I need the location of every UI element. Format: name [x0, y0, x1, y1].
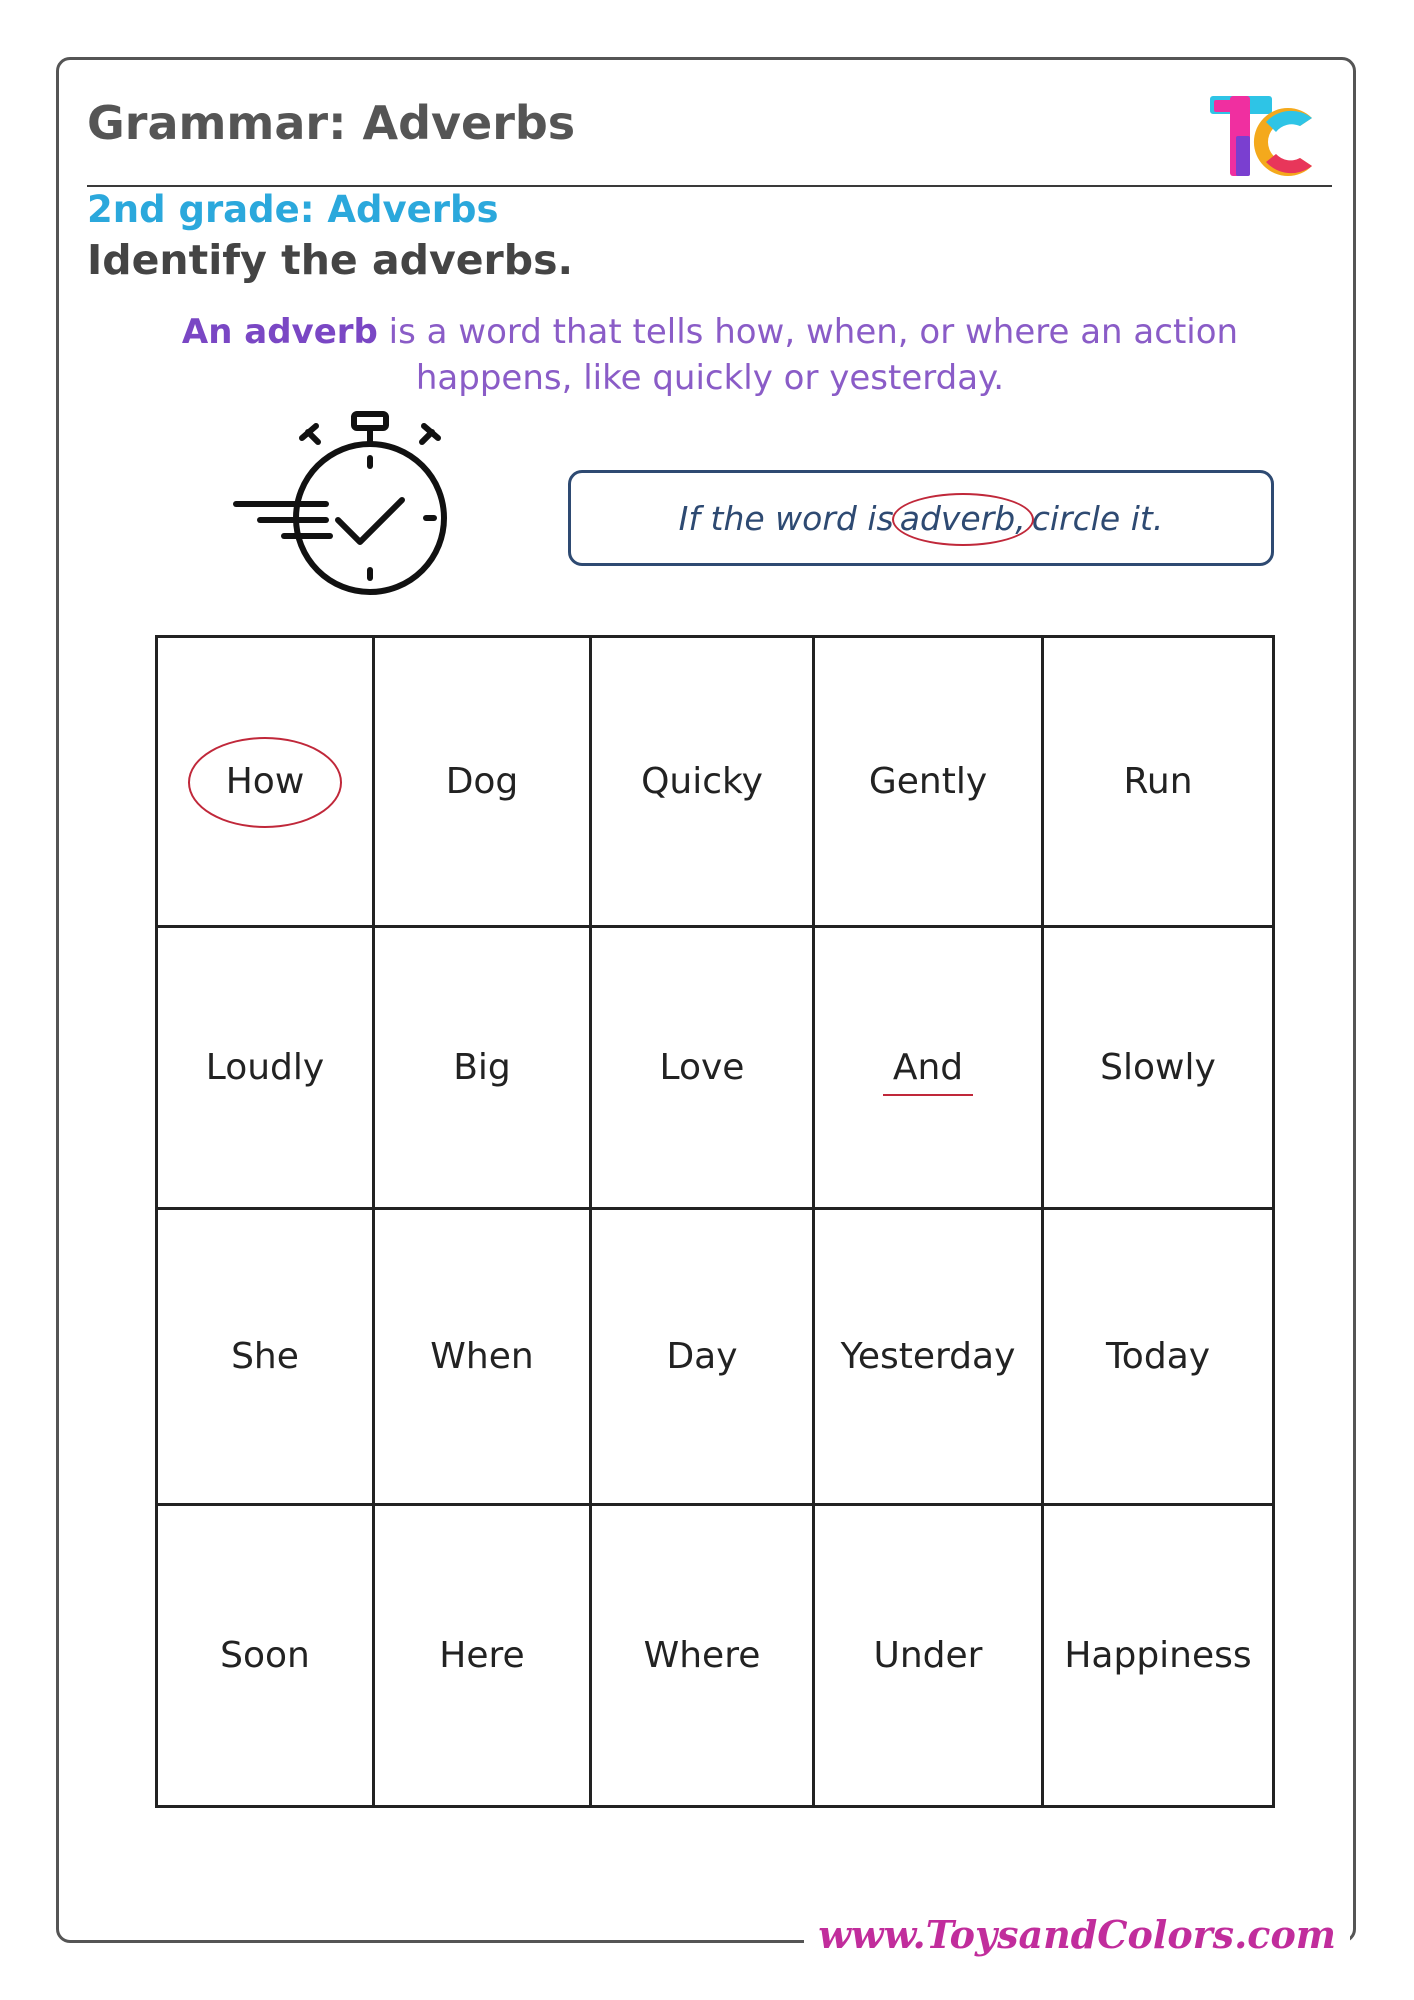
- grid-cell[interactable]: [1044, 638, 1272, 928]
- adverb-definition: [100, 310, 1320, 402]
- grid-word: She: [231, 1336, 299, 1377]
- definition-text: is a word that tells how, when, or where an action happens, like quickly or yesterday.: [377, 312, 1239, 398]
- adverb-word-grid: [155, 635, 1275, 1808]
- grid-word: Day: [666, 1336, 738, 1377]
- grid-cell[interactable]: [592, 1506, 815, 1805]
- grid-word: Today: [1105, 1336, 1211, 1377]
- grid-cell[interactable]: [1044, 1506, 1272, 1805]
- rule-text-after: circle it.: [1031, 498, 1164, 538]
- grid-cell[interactable]: [158, 928, 375, 1210]
- grid-word: Under: [873, 1635, 983, 1676]
- footer-website-link[interactable]: www.ToysandColors.com: [804, 1912, 1350, 1958]
- grid-cell[interactable]: [815, 1210, 1044, 1506]
- grid-word: Love: [659, 1047, 745, 1088]
- grid-cell[interactable]: [158, 1506, 375, 1805]
- grid-cell[interactable]: [592, 638, 815, 928]
- grid-word: Loudly: [205, 1047, 325, 1088]
- grid-cell[interactable]: [815, 1506, 1044, 1805]
- grid-word: Here: [439, 1635, 525, 1676]
- grid-word: How: [225, 761, 305, 802]
- header-divider: [87, 185, 1332, 187]
- grid-word: When: [430, 1336, 534, 1377]
- rule-text-before: If the word is: [678, 498, 894, 538]
- grid-cell[interactable]: [815, 928, 1044, 1210]
- instruction-rule-box: [568, 470, 1274, 566]
- grid-cell[interactable]: [592, 1210, 815, 1506]
- definition-term: An adverb: [181, 312, 378, 352]
- brand-logo-icon: [1208, 92, 1316, 180]
- grid-word: Dog: [445, 761, 519, 802]
- stopwatch-icon: [230, 408, 460, 603]
- grid-cell[interactable]: [375, 638, 592, 928]
- grid-cell[interactable]: [375, 928, 592, 1210]
- grid-cell[interactable]: [158, 1210, 375, 1506]
- grid-word: Soon: [220, 1635, 310, 1676]
- grid-word: Quicky: [641, 761, 763, 802]
- grid-cell[interactable]: [375, 1210, 592, 1506]
- instruction-text: Identify the adverbs.: [87, 236, 574, 284]
- grid-word: Gently: [868, 761, 988, 802]
- grid-cell[interactable]: [1044, 928, 1272, 1210]
- grid-word: Where: [643, 1635, 761, 1676]
- grade-subtitle: 2nd grade: Adverbs: [87, 188, 499, 231]
- grid-word: And: [892, 1047, 964, 1088]
- rule-circled-word: adverb,: [899, 498, 1026, 538]
- grid-word: Slowly: [1100, 1047, 1216, 1088]
- grid-cell[interactable]: [815, 638, 1044, 928]
- grid-word: Run: [1123, 761, 1193, 802]
- grid-cell[interactable]: [1044, 1210, 1272, 1506]
- grid-word: Yesterday: [840, 1336, 1016, 1377]
- grid-cell[interactable]: [375, 1506, 592, 1805]
- grid-word: Big: [453, 1047, 511, 1088]
- grid-cell[interactable]: [592, 928, 815, 1210]
- grid-cell[interactable]: [158, 638, 375, 928]
- page-title: Grammar: Adverbs: [87, 96, 576, 150]
- grid-word: Happiness: [1064, 1635, 1252, 1676]
